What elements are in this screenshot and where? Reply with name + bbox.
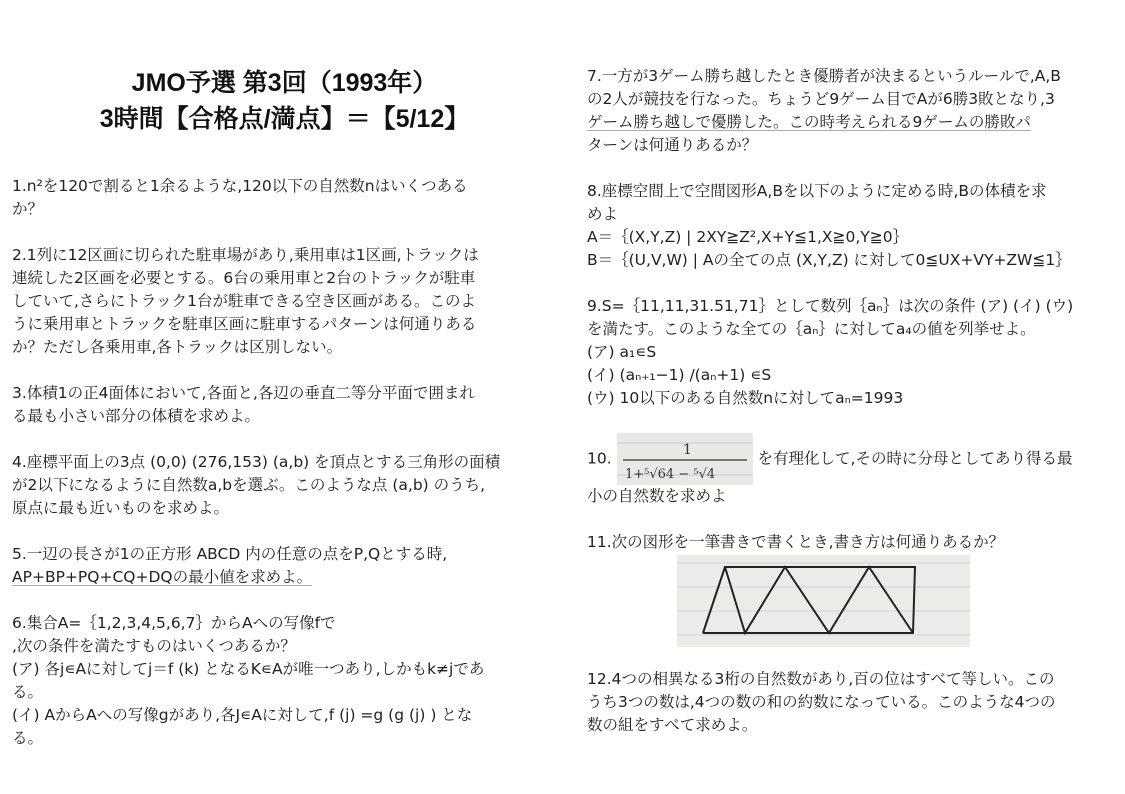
problem-8-line-4: B＝｛(U,V,W) | Aの全ての点 (X,Y,Z) に対して0≦UX+VY+ZW≦1｝ [587,251,1071,269]
problem-2-line-5: か？ただし各乗用車,各トラックは区別しない。 [12,338,343,356]
problem-7-line-1: 7.一方が3ゲーム勝ち越したとき優勝者が決まるというルールで,A,B [587,67,1061,85]
problem-7 [587,65,1117,157]
problem-6-line-3: (ア) 各j∊Aに対してj＝f (k) となるK∊Aが唯一つあり,しかもk≠jであ [12,660,485,678]
right-column [587,65,1117,760]
problem-4-line-2: が2以下になるように自然数a,bを選ぶ。このような点 (a,b) のうち, [12,476,486,494]
figure-container [587,555,1117,647]
problem-6-line-2: ,次の条件を満たすものはいくつあるか？ [12,637,296,655]
problem-5 [12,543,557,589]
problem-10-line-1-suffix: を有理化して,その時に分母としてあり得る最 [757,449,1073,468]
problem-12-line-2: うち3つの数は,4つの数の和の約数になっている。このような4つの [587,693,1056,711]
problem-6-line-5: (イ) AからAへの写像gがあり,各J∊Aに対して,f (j) =g (g (j) ) とな [12,706,473,724]
zigzag-figure-drawing [677,555,970,647]
problem-10-line-1 [587,433,1117,485]
problem-12 [587,668,1117,737]
problem-3-line-1: 3.体積1の正4面体において,各面と,各辺の垂直二等分平面で囲まれ [12,384,475,402]
title-line-1: JMO予選 第3回（1993年） [131,69,438,97]
problem-6 [12,612,557,750]
problem-2-line-4: うに乗用車とトラックを駐車区画に駐車するパターンは何通りある [12,315,477,333]
problem-11-line-1: 11.次の図形を一筆書きで書くとき,書き方は何通りあるか？ [587,533,1005,551]
problem-1 [12,175,557,221]
problem-4 [12,451,557,520]
problem-5-line-1: 5.一辺の長さが1の正方形 ABCD 内の任意の点をP,Qとする時, [12,545,448,563]
problem-7-line-3: ゲーム勝ち越しで優勝した。この時考えられる9ゲームの勝敗パ [587,113,1031,131]
problem-6-line-6: る。 [12,729,44,747]
problem-4-line-1: 4.座標平面上の3点 (0,0) (276,153) (a,b) を頂点とする三角形の面積 [12,453,501,471]
problem-8 [587,180,1117,272]
problem-9-line-5: (ウ) 10以下のある自然数nに対してaₙ=1993 [587,389,904,407]
fraction-denominator: 1+⁵√64 − ⁵√4 [624,467,715,482]
fraction-drawing [617,433,753,485]
problem-9-line-4: (イ) (aₙ₊₁−1) /(aₙ+1) ∊S [587,366,772,384]
problem-10-prefix: 10. [587,449,612,468]
problem-9-line-1: 9.S=｛11,11,31.51,71｝として数列｛aₙ｝は次の条件 (ア) (イ) (ウ) [587,297,1074,315]
problem-4-line-3: 原点に最も近いものを求めよ。 [12,499,230,517]
problem-9-line-2: を満たす。このような全ての｛aₙ｝に対してa₄の値を列挙せよ。 [587,320,1036,338]
problem-9 [587,295,1117,410]
problem-5-line-2: AP+BP+PQ+CQ+DQの最小値を求めよ。 [12,568,313,586]
problem-10 [587,433,1117,508]
problem-2-line-3: していて,さらにトラック1台が駐車できる空き区画がある。このよ [12,292,476,310]
problem-7-line-4: ターンは何通りあるか？ [587,136,758,154]
problem-6-line-4: る。 [12,683,44,701]
problem-3-line-2: る最も小さい部分の体積を求めよ。 [12,407,261,425]
problem-8-line-2: めよ [587,205,619,223]
problem-6-line-1: 6.集合A=｛1,2,3,4,5,6,7｝からAへの写像fで [12,614,336,632]
problem-11 [587,531,1117,647]
problem-1-line-1: 1.n²を120で割ると1余るような,120以下の自然数nはいくつある [12,177,468,195]
problem-2 [12,244,557,359]
problem-8-line-1: 8.座標空間上で空間図形A,Bを以下のように定める時,Bの体積を求 [587,182,1047,200]
problem-8-line-3: A＝｛(X,Y,Z) | 2XY≧Z²,X+Y≦1,X≧0,Y≧0｝ [587,228,909,246]
problem-1-line-2: か？ [12,200,44,218]
problem-10-line-2: 小の自然数を求めよ [587,487,727,505]
fraction-numerator: 1 [682,442,692,458]
page-title [12,65,557,137]
title-line-2: 3時間【合格点/満点】＝【5/12】 [99,105,470,133]
problem-12-line-1: 12.4つの相異なる3桁の自然数があり,百の位はすべて等しい。この [587,670,1055,688]
problem-9-line-3: (ア) a₁∊S [587,343,657,361]
handwritten-fraction-image [617,433,753,485]
problem-2-line-1: 2.1列に12区画に切られた駐車場があり,乗用車は1区画,トラックは [12,246,479,264]
problem-12-line-3: 数の組をすべて求めよ。 [587,716,758,734]
problem-7-line-2: の2人が競技を行なった。ちょうど9ゲーム目でAが6勝3敗となり,3 [587,90,1055,108]
one-stroke-figure-image [677,555,970,647]
problem-3 [12,382,557,428]
left-column [12,65,557,773]
problem-2-line-2: 連続した2区画を必要とする。6台の乗用車と2台のトラックが駐車 [12,269,476,287]
